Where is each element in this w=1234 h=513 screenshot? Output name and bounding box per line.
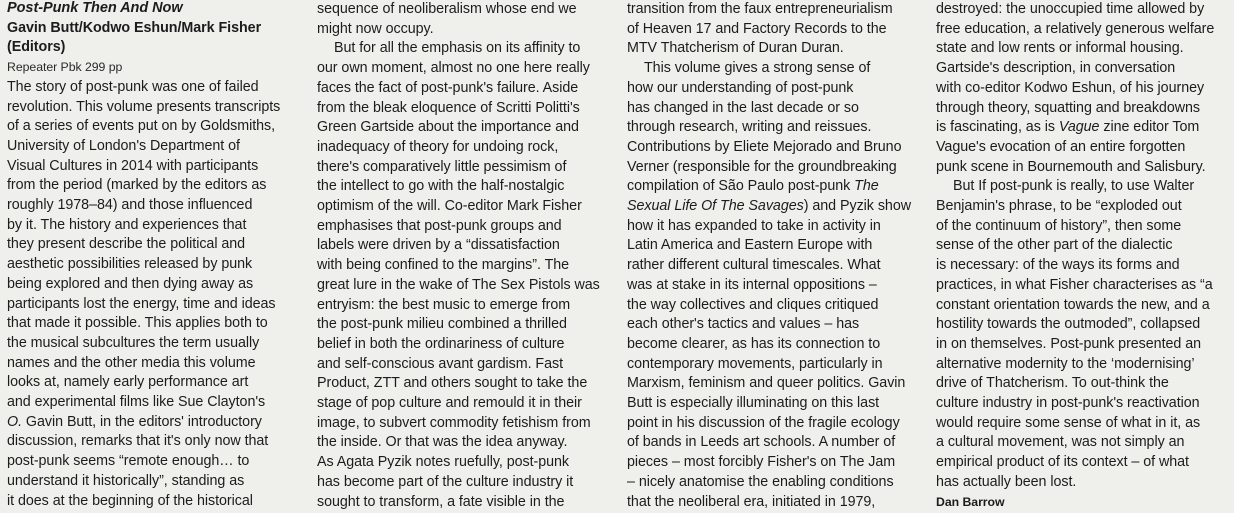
text-line: Green Gartside about the importance and <box>317 119 579 136</box>
text-line: constant orientation towards the new, and a <box>936 296 1210 313</box>
text-line: with being confined to the margins”. The <box>317 257 570 274</box>
text-line: become clearer, as has its connection to <box>627 335 881 352</box>
text-line: culture industry in post-punk's reactivation <box>936 395 1200 412</box>
text-line: understand it historically”, standing as <box>7 472 245 489</box>
text-line: Butt is especially illuminating on this last <box>627 395 880 412</box>
text-line: compilation of São Paulo post-punk The <box>627 178 879 195</box>
text-line: Latin America and Eastern Europe with <box>627 237 873 254</box>
text-line: there's comparatively little pessimism of <box>317 158 567 175</box>
text-line: rather different cultural timescales. What <box>627 257 881 274</box>
text-line: empirical product of its context – of what <box>936 454 1189 471</box>
text-line: is necessary: of the ways its forms and <box>936 257 1180 274</box>
text-line: Visual Cultures in 2014 with participants <box>7 157 259 174</box>
text-line: that made it possible. This applies both to <box>7 315 268 332</box>
text-line: Sexual Life Of The Savages) and Pyzik show <box>627 198 911 215</box>
text-line: aesthetic possibilities released by punk <box>7 256 253 273</box>
text-line: image, to subvert commodity fetishism from <box>317 414 591 431</box>
text-line: sense of the other part of the dialectic <box>936 237 1173 254</box>
text-line: is fascinating, as is Vague zine editor Tom <box>936 119 1200 136</box>
text-line: – nicely anatomise the enabling conditions <box>627 473 894 490</box>
text-line: looks at, namely early performance art <box>7 374 249 391</box>
text-line: with co-editor Kodwo Eshun, of his journey <box>936 79 1205 96</box>
text-line: names and the other media this volume <box>7 354 256 371</box>
text-line: destroyed: the unoccupied time allowed by <box>936 1 1205 17</box>
text-line: in on themselves. Post-punk presented an <box>936 335 1202 352</box>
book-publisher: Repeater Pbk 299 pp <box>7 60 123 75</box>
text-line: Benjamin's phrase, to be “exploded out <box>936 198 1182 215</box>
text-line: has become part of the culture industry it <box>317 473 574 490</box>
text-line: a cultural movement, was not simply an <box>936 434 1185 451</box>
text-line: the post-punk milieu combined a thrilled <box>317 316 567 333</box>
column-2-text <box>317 0 615 512</box>
text-line: from the period (marked by the editors as <box>7 177 267 194</box>
text-line: might now occupy. <box>317 20 434 37</box>
text-line: it does at the beginning of the historical <box>7 492 253 509</box>
text-line: This volume gives a strong sense of <box>644 60 871 77</box>
text-line: sought to transform, a fate visible in the <box>317 493 565 510</box>
text-line: belief in both the ordinariness of culture <box>317 335 565 352</box>
text-line: has actually been lost. <box>936 473 1077 490</box>
text-line: labels were driven by a “dissatisfaction <box>317 237 560 254</box>
text-line: the intellect to go with the half-nostalgic <box>317 178 565 195</box>
text-line: Contributions by Eliete Mejorado and Bruno <box>627 138 902 155</box>
text-line: of Heaven 17 and Factory Records to the <box>627 20 887 37</box>
text-line: contemporary movements, particularly in <box>627 355 883 372</box>
text-line: But for all the emphasis on its affinity to <box>334 40 581 57</box>
text-line: how our understanding of post-punk <box>627 79 854 96</box>
text-line: and self-conscious avant gardism. Fast <box>317 355 564 372</box>
text-line: As Agata Pyzik notes ruefully, post-punk <box>317 454 570 471</box>
book-title: Post-Punk Then And Now <box>7 0 183 16</box>
text-line: the way collectives and cliques critiqued <box>627 296 879 313</box>
text-line: MTV Thatcherism of Duran Duran. <box>627 40 844 57</box>
column-1 <box>7 0 305 511</box>
text-line: But If post-punk is really, to use Walter <box>953 178 1195 195</box>
column-4 <box>936 0 1232 512</box>
text-line: great lure in the wake of The Sex Pistols was <box>317 276 600 293</box>
book-authors: Gavin Butt/Kodwo Eshun/Mark Fisher <box>7 19 262 36</box>
text-line: drive of Thatcherism. To out-think the <box>936 375 1169 392</box>
text-line: stage of pop culture and remould it in their <box>317 395 582 412</box>
column-1-text <box>7 78 305 511</box>
text-line: practices, in what Fisher characterises as “a <box>936 276 1213 293</box>
text-line: being explored and then dying away as <box>7 275 254 292</box>
text-line: state and low rents or informal housing. <box>936 40 1184 57</box>
text-line: has changed in the last decade or so <box>627 99 859 116</box>
text-line: O. Gavin Butt, in the editors' introductory <box>7 413 262 430</box>
text-line: of the continuum of history”, then some <box>936 217 1182 234</box>
text-line: free education, a relatively generous welfare <box>936 20 1215 37</box>
text-line: Marxism, feminism and queer politics. Gavin <box>627 375 906 392</box>
text-line: inadequacy of theory for undoing rock, <box>317 138 559 155</box>
text-line: they present describe the political and <box>7 236 246 253</box>
text-line: by it. The history and experiences that <box>7 216 247 233</box>
text-line: Verner (responsible for the groundbreaking <box>627 158 897 175</box>
text-line: was at stake in its internal oppositions – <box>627 276 877 293</box>
text-line: the musical subcultures the term usually <box>7 334 260 351</box>
text-line: and experimental films like Sue Clayton's <box>7 394 266 411</box>
text-line: through theory, squatting and breakdowns <box>936 99 1200 116</box>
text-line: from the bleak eloquence of Scritti Politti's <box>317 99 580 116</box>
text-line: discussion, remarks that it's only now that <box>7 433 269 450</box>
column-3 <box>627 0 925 512</box>
column-3-text <box>627 0 925 512</box>
text-line: through research, writing and reissues. <box>627 119 872 136</box>
text-line: punk scene in Bournemouth and Salisbury. <box>936 158 1206 175</box>
text-line: each other's tactics and values – has <box>627 316 860 333</box>
text-line: of a series of events put on by Goldsmiths, <box>7 118 276 135</box>
text-line: University of London's Department of <box>7 137 240 154</box>
book-authors-role: (Editors) <box>7 39 66 56</box>
text-line: of bands in Leeds art schools. A number of <box>627 434 896 451</box>
column-2 <box>317 0 615 512</box>
text-line: would require some sense of what in it, as <box>936 414 1201 431</box>
text-line: our own moment, almost no one here really <box>317 60 590 77</box>
text-line: transition from the faux entrepreneurialism <box>627 1 893 17</box>
column-4-text <box>936 0 1232 493</box>
text-line: post-punk seems “remote enough… to <box>7 453 250 470</box>
reviewer-signature: Dan Barrow <box>936 494 1005 509</box>
text-line: Gartside's description, in conversation <box>936 60 1176 77</box>
text-line: Vague's evocation of an entire forgotten <box>936 138 1186 155</box>
text-line: entryism: the best music to emerge from <box>317 296 571 313</box>
text-line: sequence of neoliberalism whose end we <box>317 1 577 17</box>
text-line: optimism of the will. Co-editor Mark Fisher <box>317 198 582 215</box>
text-line: participants lost the energy, time and ideas <box>7 295 276 312</box>
text-line: revolution. This volume presents transcripts <box>7 98 281 115</box>
text-line: hostility towards the outmoded”, collapsed <box>936 316 1201 333</box>
text-line: roughly 1978–84) and those influenced <box>7 197 253 214</box>
text-line: The story of post-punk was one of failed <box>7 78 259 95</box>
text-line: the inside. Or that was the idea anyway. <box>317 434 568 451</box>
text-line: how it has expanded to take in activity in <box>627 217 881 234</box>
text-line: alternative modernity to the ‘modernising’ <box>936 355 1195 372</box>
text-line: faces the fact of post-punk's failure. Aside <box>317 79 579 96</box>
text-line: that the neoliberal era, initiated in 1979, <box>627 493 876 510</box>
text-line: point in his discussion of the fragile ecology <box>627 414 900 431</box>
text-line: emphasises that post-punk groups and <box>317 217 562 234</box>
text-line: Product, ZTT and others sought to take the <box>317 375 588 392</box>
text-line: pieces – most forcibly Fisher's on The Jam <box>627 454 896 471</box>
